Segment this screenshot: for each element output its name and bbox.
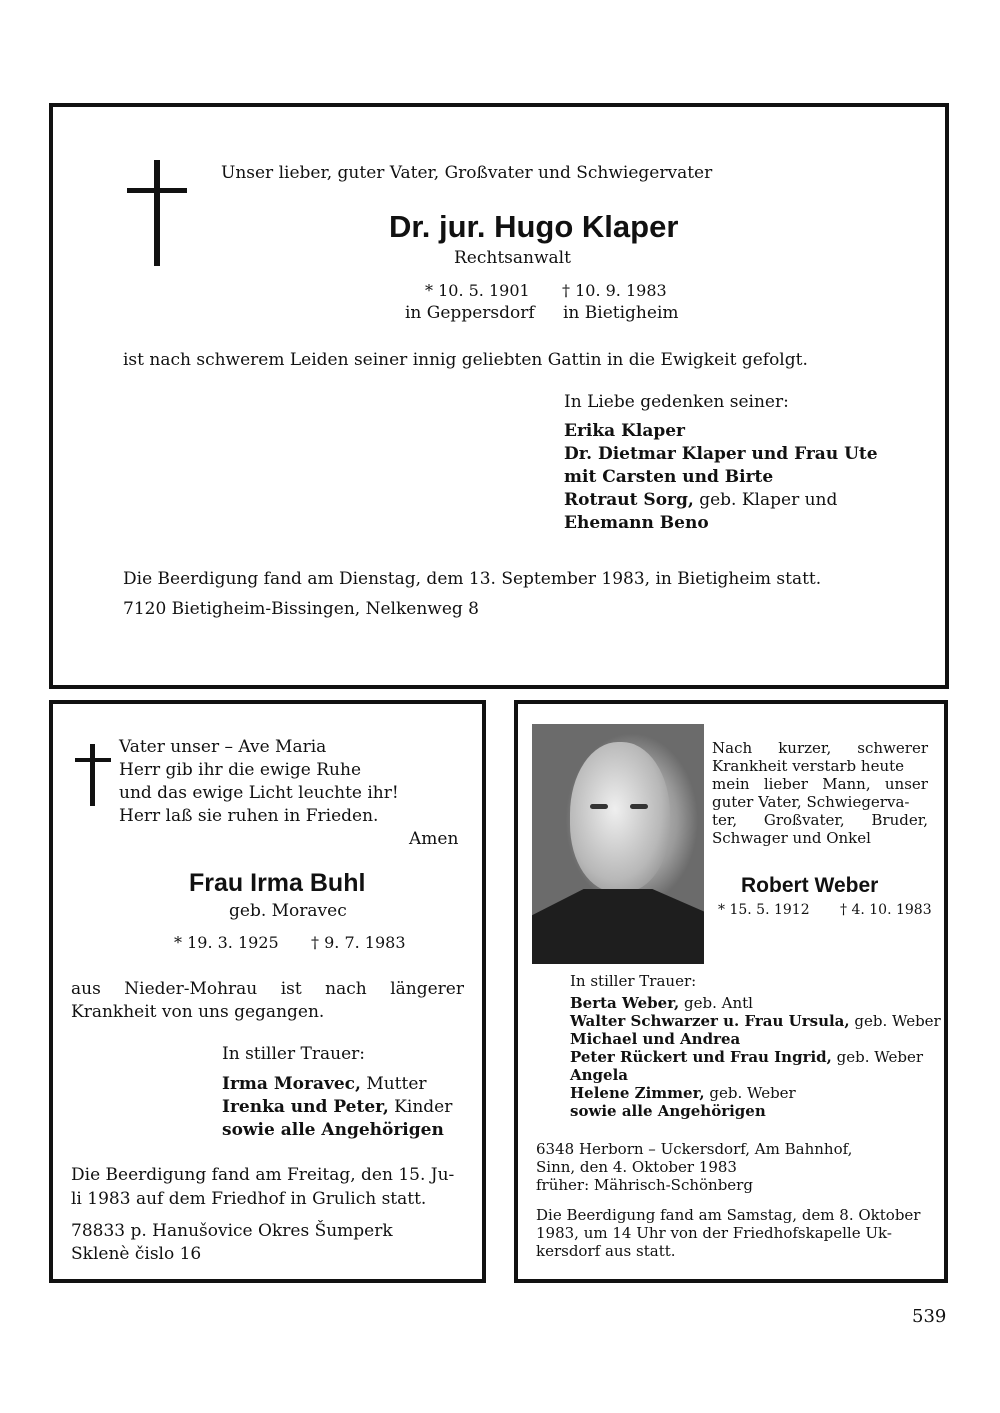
body-text-line: Krankheit von uns gegangen. xyxy=(71,1002,325,1022)
mourner-bold: Rotraut Sorg, xyxy=(564,490,694,510)
mourner-name xyxy=(570,994,753,1012)
birth-date: * 10. 5. 1901 xyxy=(425,281,530,300)
intro-text: Unser lieber, guter Vater, Großvater und Schwiegervater xyxy=(221,163,713,183)
mourner-name: Dr. Dietmar Klaper und Frau Ute xyxy=(564,444,878,464)
deceased-name: Robert Weber xyxy=(741,874,879,897)
funeral-info: li 1983 auf dem Friedhof in Grulich statt. xyxy=(71,1189,427,1209)
mourner-name xyxy=(570,1012,941,1030)
mourner-bold: Helene Zimmer, xyxy=(570,1084,705,1102)
prayer-line: Vater unser – Ave Maria xyxy=(119,737,327,757)
word: schwerer xyxy=(857,739,928,757)
word: Großvater, xyxy=(763,811,845,829)
deceased-name: Dr. jur. Hugo Klaper xyxy=(389,209,679,244)
maiden-name: geb. Moravec xyxy=(229,901,347,921)
death-date: † 4. 10. 1983 xyxy=(840,902,932,918)
prayer-line: und das ewige Licht leuchte ihr! xyxy=(119,783,399,803)
intro-line xyxy=(712,811,928,829)
mourner-bold: Peter Rückert und Frau Ingrid, xyxy=(570,1048,832,1066)
intro-line xyxy=(712,739,928,757)
word: Nach xyxy=(712,739,753,757)
funeral-info: kersdorf aus statt. xyxy=(536,1242,676,1260)
intro-line: guter Vater, Schwiegerva- xyxy=(712,793,910,811)
eye xyxy=(590,804,608,809)
word: ist xyxy=(280,979,302,999)
mourner-bold: Irenka und Peter, xyxy=(222,1097,389,1117)
word: unser xyxy=(884,775,928,793)
mourner-bold: Berta Weber, xyxy=(570,994,680,1012)
mourner-name xyxy=(564,490,837,510)
address: früher: Mährisch-Schönberg xyxy=(536,1176,753,1194)
funeral-info: Die Beerdigung fand am Samstag, dem 8. Oktober xyxy=(536,1206,921,1224)
intro-line: Krankheit verstarb heute xyxy=(712,757,905,775)
mourners-intro: In stiller Trauer: xyxy=(570,972,697,990)
word: mein xyxy=(712,775,750,793)
address: Sinn, den 4. Oktober 1983 xyxy=(536,1158,737,1176)
mourner-name: sowie alle Angehörigen xyxy=(222,1120,444,1140)
word: ter, xyxy=(712,811,738,829)
death-date: † 10. 9. 1983 xyxy=(562,281,667,300)
death-date: † 9. 7. 1983 xyxy=(311,933,406,952)
birth-place: in Geppersdorf xyxy=(405,303,535,323)
mourner-rest: Kinder xyxy=(388,1097,453,1117)
mourner-bold: Walter Schwarzer u. Frau Ursula, xyxy=(570,1012,850,1030)
prayer-line: Herr gib ihr die ewige Ruhe xyxy=(119,760,362,780)
mourner-name xyxy=(222,1074,427,1094)
mourner-name: Michael und Andrea xyxy=(570,1030,741,1048)
obituary-weber xyxy=(514,700,948,1283)
word: aus xyxy=(71,979,101,999)
intro-line: Schwager und Onkel xyxy=(712,829,871,847)
funeral-info: Die Beerdigung fand am Dienstag, dem 13. September 1983, in Bietigheim statt. xyxy=(123,569,822,589)
body-text-line xyxy=(71,979,464,999)
mourner-rest: geb. Antl xyxy=(679,994,753,1012)
word: kurzer, xyxy=(778,739,832,757)
intro-line xyxy=(712,775,928,793)
death-place: in Bietigheim xyxy=(563,303,679,323)
word: Nieder-Mohrau xyxy=(124,979,258,999)
word: Bruder, xyxy=(871,811,928,829)
mourners-intro: In Liebe gedenken seiner: xyxy=(564,392,789,412)
word: längerer xyxy=(390,979,464,999)
address: Sklenè čislo 16 xyxy=(71,1244,202,1264)
obituary-klaper xyxy=(49,103,949,689)
birth-date: * 19. 3. 1925 xyxy=(174,933,279,952)
mourner-name: Erika Klaper xyxy=(564,421,685,441)
funeral-info: Die Beerdigung fand am Freitag, den 15. Ju- xyxy=(71,1165,455,1185)
deceased-name: Frau Irma Buhl xyxy=(189,869,366,897)
funeral-info: 1983, um 14 Uhr von der Friedhofskapelle Uk- xyxy=(536,1224,892,1242)
word: nach xyxy=(325,979,367,999)
mourner-bold: Irma Moravec, xyxy=(222,1074,361,1094)
prayer-line: Herr laß sie ruhen in Frieden. xyxy=(119,806,379,826)
word: lieber xyxy=(763,775,808,793)
mourner-rest: geb. Weber xyxy=(704,1084,796,1102)
obituary-buhl xyxy=(49,700,486,1283)
mourners-intro: In stiller Trauer: xyxy=(222,1044,365,1064)
statement: ist nach schwerem Leiden seiner innig geliebten Gattin in die Ewigkeit gefolgt. xyxy=(123,350,808,370)
portrait-photo xyxy=(532,724,704,964)
mourner-name: Angela xyxy=(570,1066,628,1084)
mourner-rest: geb. Klaper und xyxy=(693,490,838,510)
amen: Amen xyxy=(409,829,459,849)
face xyxy=(570,742,670,892)
mourner-rest: Mutter xyxy=(360,1074,427,1094)
address: 7120 Bietigheim-Bissingen, Nelkenweg 8 xyxy=(123,599,479,619)
mourner-rest: geb. Weber xyxy=(849,1012,941,1030)
profession: Rechtsanwalt xyxy=(454,248,571,268)
mourner-name xyxy=(222,1097,452,1117)
address: 6348 Herborn – Uckersdorf, Am Bahnhof, xyxy=(536,1140,853,1158)
mourner-name: sowie alle Angehörigen xyxy=(570,1102,766,1120)
birth-date: * 15. 5. 1912 xyxy=(718,902,810,918)
eye xyxy=(630,804,648,809)
mourner-name: mit Carsten und Birte xyxy=(564,467,774,487)
mourner-rest: geb. Weber xyxy=(831,1048,924,1066)
address: 78833 p. Hanušovice Okres Šumperk xyxy=(71,1221,393,1241)
word: Mann, xyxy=(822,775,871,793)
mourner-name xyxy=(570,1084,796,1102)
suit xyxy=(532,889,704,964)
mourner-name xyxy=(570,1048,923,1066)
page-number: 539 xyxy=(912,1306,947,1327)
mourner-name: Ehemann Beno xyxy=(564,513,709,533)
